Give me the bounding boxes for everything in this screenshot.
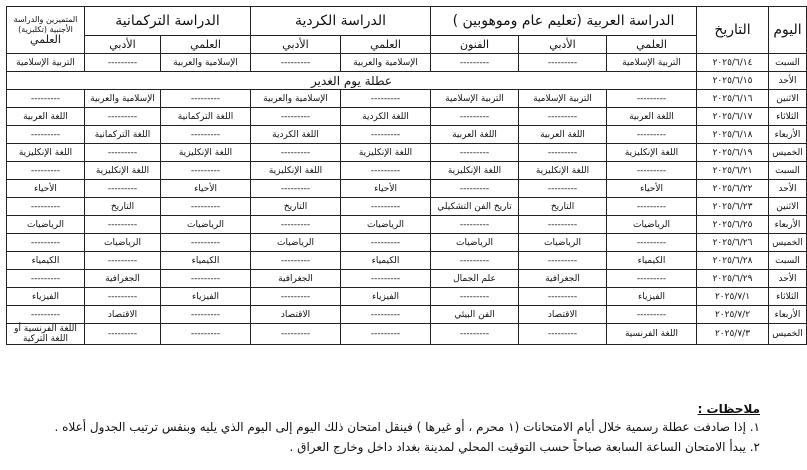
subject-cell: --------- xyxy=(431,216,519,234)
subject-cell: الفيزياء xyxy=(7,288,85,306)
subject-cell: الأحياء xyxy=(161,180,251,198)
subject-cell: الرياضيات xyxy=(519,234,607,252)
subject-cell: --------- xyxy=(85,324,161,345)
day-cell: السبت xyxy=(769,162,807,180)
subject-cell: --------- xyxy=(607,90,697,108)
subject-cell: الإسلامية والعربية xyxy=(251,90,341,108)
subject-cell: الرياضيات xyxy=(251,234,341,252)
day-cell: الخميس xyxy=(769,324,807,345)
subject-cell: --------- xyxy=(607,270,697,288)
subject-cell: --------- xyxy=(7,270,85,288)
subject-cell: --------- xyxy=(85,288,161,306)
subject-cell: --------- xyxy=(607,234,697,252)
subject-cell: الرياضيات xyxy=(85,234,161,252)
table-row xyxy=(7,306,807,324)
date-cell: ٢٠٢٥/٦/١٤ xyxy=(697,54,769,72)
subject-cell: --------- xyxy=(341,126,431,144)
subject-cell: --------- xyxy=(85,108,161,126)
subject-cell: --------- xyxy=(431,252,519,270)
holiday-row xyxy=(7,72,807,90)
date-cell: ٢٠٢٥/٦/٢١ xyxy=(697,162,769,180)
table-row xyxy=(7,126,807,144)
subject-cell: --------- xyxy=(251,108,341,126)
subject-cell: الفيزياء xyxy=(607,288,697,306)
subject-cell: الرياضيات xyxy=(7,216,85,234)
subject-cell: اللغة الإنكليزية xyxy=(251,162,341,180)
header-row-groups xyxy=(7,7,807,36)
subject-cell: --------- xyxy=(161,126,251,144)
subject-cell: --------- xyxy=(85,54,161,72)
arabic-arts-header: الفنون xyxy=(431,36,519,54)
subject-cell: --------- xyxy=(7,90,85,108)
subject-cell: اللغة الإنكليزية xyxy=(431,162,519,180)
day-cell: الخميس xyxy=(769,144,807,162)
date-cell: ٢٠٢٥/٦/٢٣ xyxy=(697,198,769,216)
subject-cell: --------- xyxy=(431,288,519,306)
subject-cell: اللغة الإنكليزية xyxy=(7,144,85,162)
subject-cell: --------- xyxy=(607,126,697,144)
subject-cell: --------- xyxy=(431,108,519,126)
table-row xyxy=(7,180,807,198)
excellent-foreign-title: المتميزين والدراسة الأجنبية (تكلبزية) xyxy=(13,14,78,34)
subject-cell: --------- xyxy=(85,216,161,234)
subject-cell: الكيمياء xyxy=(341,252,431,270)
subject-cell: اللغة الكردية xyxy=(341,108,431,126)
table-row xyxy=(7,90,807,108)
subject-cell: اللغة التركمانية xyxy=(85,126,161,144)
subject-cell: --------- xyxy=(341,234,431,252)
subject-cell: --------- xyxy=(251,180,341,198)
schedule-body xyxy=(7,54,807,345)
table-row xyxy=(7,234,807,252)
table-row xyxy=(7,288,807,306)
subject-cell: اللغة العربية xyxy=(431,126,519,144)
day-cell: الأربعاء xyxy=(769,126,807,144)
subject-cell: الإسلامية والعربية xyxy=(341,54,431,72)
subject-cell: --------- xyxy=(7,234,85,252)
subject-cell: الإسلامية والعربية xyxy=(85,90,161,108)
subject-cell: الجغرافية xyxy=(519,270,607,288)
subject-cell: الجغرافية xyxy=(251,270,341,288)
subject-cell: الرياضيات xyxy=(161,216,251,234)
date-cell: ٢٠٢٥/٧/٢ xyxy=(697,306,769,324)
subject-cell: الرياضيات xyxy=(607,216,697,234)
date-cell: ٢٠٢٥/٦/١٦ xyxy=(697,90,769,108)
day-cell: الخميس xyxy=(769,234,807,252)
subject-cell: --------- xyxy=(251,144,341,162)
date-cell: ٢٠٢٥/٦/٢٦ xyxy=(697,234,769,252)
subject-cell: اللغة العربية xyxy=(607,108,697,126)
date-cell: ٢٠٢٥/٦/٢٥ xyxy=(697,216,769,234)
turkmen-study-header: الدراسة التركمانية xyxy=(85,7,251,36)
day-cell: الثلاثاء xyxy=(769,108,807,126)
subject-cell: --------- xyxy=(431,324,519,345)
subject-cell: اللغة العربية xyxy=(7,108,85,126)
subject-cell: الفيزياء xyxy=(341,288,431,306)
subject-cell: --------- xyxy=(161,234,251,252)
date-cell: ٢٠٢٥/٦/١٨ xyxy=(697,126,769,144)
day-header: اليوم xyxy=(769,7,807,54)
date-header: التاريخ xyxy=(697,7,769,54)
subject-cell: --------- xyxy=(431,180,519,198)
subject-cell: التربية الإسلامية xyxy=(431,90,519,108)
day-cell: الثلاثاء xyxy=(769,288,807,306)
subject-cell: الاقتصاد xyxy=(251,306,341,324)
subject-cell: التاريخ xyxy=(251,198,341,216)
subject-cell: --------- xyxy=(85,144,161,162)
subject-cell: الاقتصاد xyxy=(519,306,607,324)
table-row xyxy=(7,324,807,345)
day-cell: السبت xyxy=(769,54,807,72)
holiday-text-cell: عطلة يوم الغدير xyxy=(7,72,697,90)
subject-cell: اللغة الإنكليزية xyxy=(341,144,431,162)
holiday-date-cell: ٢٠٢٥/٦/١٥ xyxy=(697,72,769,90)
subject-cell: --------- xyxy=(7,162,85,180)
excellent-scientific-subheader: العلمي xyxy=(30,32,61,46)
day-cell: الأربعاء xyxy=(769,216,807,234)
subject-cell: التربية الإسلامية xyxy=(519,90,607,108)
table-row xyxy=(7,252,807,270)
subject-cell: التاريخ xyxy=(85,198,161,216)
subject-cell: --------- xyxy=(607,306,697,324)
note-item-1: ١. إذا صادفت عطلة رسمية خلال أيام الامتحانات (١ محرم ، أو غيرها ) فينقل امتحان ذلك اليوم إلى اليوم الذي يليه وبنفس ترتيب الجدول أعلاه . xyxy=(54,420,760,434)
subject-cell: التربية الإسلامية xyxy=(7,54,85,72)
subject-cell: --------- xyxy=(607,162,697,180)
subject-cell: الأحياء xyxy=(341,180,431,198)
excellent-foreign-header xyxy=(7,7,85,54)
date-cell: ٢٠٢٥/٦/١٩ xyxy=(697,144,769,162)
subject-cell: --------- xyxy=(519,216,607,234)
date-cell: ٢٠٢٥/٦/٢٨ xyxy=(697,252,769,270)
notes-section xyxy=(10,402,760,456)
subject-cell: اللغة الفرنسية أو اللغة التركية xyxy=(7,324,85,345)
date-cell: ٢٠٢٥/٦/٢٩ xyxy=(697,270,769,288)
subject-cell: اللغة الإنكليزية xyxy=(519,162,607,180)
subject-cell: --------- xyxy=(251,54,341,72)
subject-cell: --------- xyxy=(341,198,431,216)
subject-cell: --------- xyxy=(519,108,607,126)
subject-cell: اللغة العربية xyxy=(519,126,607,144)
subject-cell: --------- xyxy=(607,198,697,216)
day-cell: الاثنين xyxy=(769,198,807,216)
subject-cell: --------- xyxy=(7,306,85,324)
subject-cell: --------- xyxy=(85,252,161,270)
subject-cell: --------- xyxy=(519,252,607,270)
subject-cell: الكيمياء xyxy=(7,252,85,270)
exam-schedule-table xyxy=(6,6,807,345)
day-cell: الأربعاء xyxy=(769,306,807,324)
subject-cell: الأحياء xyxy=(7,180,85,198)
subject-cell: الكيمياء xyxy=(161,252,251,270)
day-cell: السبت xyxy=(769,252,807,270)
subject-cell: اللغة الفرنسية xyxy=(607,324,697,345)
subject-cell: --------- xyxy=(85,180,161,198)
table-row xyxy=(7,144,807,162)
subject-cell: --------- xyxy=(161,306,251,324)
note-item-2: ٢. يبدأ الامتحان الساعة السابعة صباحاً حسب التوقيت المحلي لمدينة بغداد داخل وخارج العراق . xyxy=(289,440,760,454)
subject-cell: --------- xyxy=(7,126,85,144)
subject-cell: --------- xyxy=(341,162,431,180)
table-row xyxy=(7,216,807,234)
subject-cell: --------- xyxy=(341,306,431,324)
subject-cell: الرياضيات xyxy=(431,234,519,252)
subject-cell: --------- xyxy=(251,324,341,345)
kurdish-literary-header: الأدبي xyxy=(251,36,341,54)
subject-cell: التاريخ xyxy=(519,198,607,216)
notes-title: ملاحظات : xyxy=(697,402,760,416)
arabic-scientific-header: العلمي xyxy=(607,36,697,54)
header-row-branches xyxy=(7,36,807,54)
subject-cell: الاقتصاد xyxy=(85,306,161,324)
subject-cell: --------- xyxy=(161,270,251,288)
turkmen-literary-header: الأدبي xyxy=(85,36,161,54)
kurdish-scientific-header: العلمي xyxy=(341,36,431,54)
subject-cell: --------- xyxy=(161,162,251,180)
subject-cell: اللغة التركمانية xyxy=(161,108,251,126)
subject-cell: --------- xyxy=(341,90,431,108)
subject-cell: التربية الإسلامية xyxy=(607,54,697,72)
subject-cell: --------- xyxy=(519,144,607,162)
subject-cell: --------- xyxy=(519,288,607,306)
subject-cell: --------- xyxy=(519,54,607,72)
subject-cell: اللغة الإنكليزية xyxy=(161,144,251,162)
subject-cell: --------- xyxy=(7,198,85,216)
day-cell: الاثنين xyxy=(769,90,807,108)
table-row xyxy=(7,270,807,288)
table-row xyxy=(7,108,807,126)
date-cell: ٢٠٢٥/٦/١٧ xyxy=(697,108,769,126)
date-cell: ٢٠٢٥/٧/١ xyxy=(697,288,769,306)
day-cell: الأحد xyxy=(769,270,807,288)
subject-cell: اللغة الإنكليزية xyxy=(607,144,697,162)
date-cell: ٢٠٢٥/٦/٢٢ xyxy=(697,180,769,198)
table-row xyxy=(7,54,807,72)
subject-cell: --------- xyxy=(251,288,341,306)
arabic-study-header: الدراسة العربية (تعليم عام وموهوبين ) xyxy=(431,7,697,36)
arabic-literary-header: الأدبي xyxy=(519,36,607,54)
turkmen-scientific-header: العلمي xyxy=(161,36,251,54)
subject-cell: الإسلامية والعربية xyxy=(161,54,251,72)
holiday-day-cell: الأحد xyxy=(769,72,807,90)
table-row xyxy=(7,198,807,216)
day-cell: الأحد xyxy=(769,180,807,198)
date-cell: ٢٠٢٥/٧/٣ xyxy=(697,324,769,345)
subject-cell: الفن البيئي xyxy=(431,306,519,324)
subject-cell: الكيمياء xyxy=(607,252,697,270)
table-row xyxy=(7,162,807,180)
subject-cell: --------- xyxy=(251,252,341,270)
subject-cell: --------- xyxy=(161,90,251,108)
subject-cell: --------- xyxy=(519,324,607,345)
subject-cell: علم الجمال xyxy=(431,270,519,288)
subject-cell: --------- xyxy=(431,144,519,162)
subject-cell: --------- xyxy=(341,324,431,345)
subject-cell: --------- xyxy=(161,324,251,345)
subject-cell: --------- xyxy=(431,54,519,72)
subject-cell: --------- xyxy=(161,198,251,216)
subject-cell: الجغرافية xyxy=(85,270,161,288)
subject-cell: --------- xyxy=(341,270,431,288)
subject-cell: اللغة الكردية xyxy=(251,126,341,144)
subject-cell: --------- xyxy=(519,180,607,198)
subject-cell: الرياضيات xyxy=(341,216,431,234)
subject-cell: اللغة الإنكليزية xyxy=(85,162,161,180)
subject-cell: --------- xyxy=(251,216,341,234)
subject-cell: الفيزياء xyxy=(161,288,251,306)
subject-cell: الأحياء xyxy=(607,180,697,198)
subject-cell: تاريخ الفن التشكيلي xyxy=(431,198,519,216)
kurdish-study-header: الدراسة الكردية xyxy=(251,7,431,36)
